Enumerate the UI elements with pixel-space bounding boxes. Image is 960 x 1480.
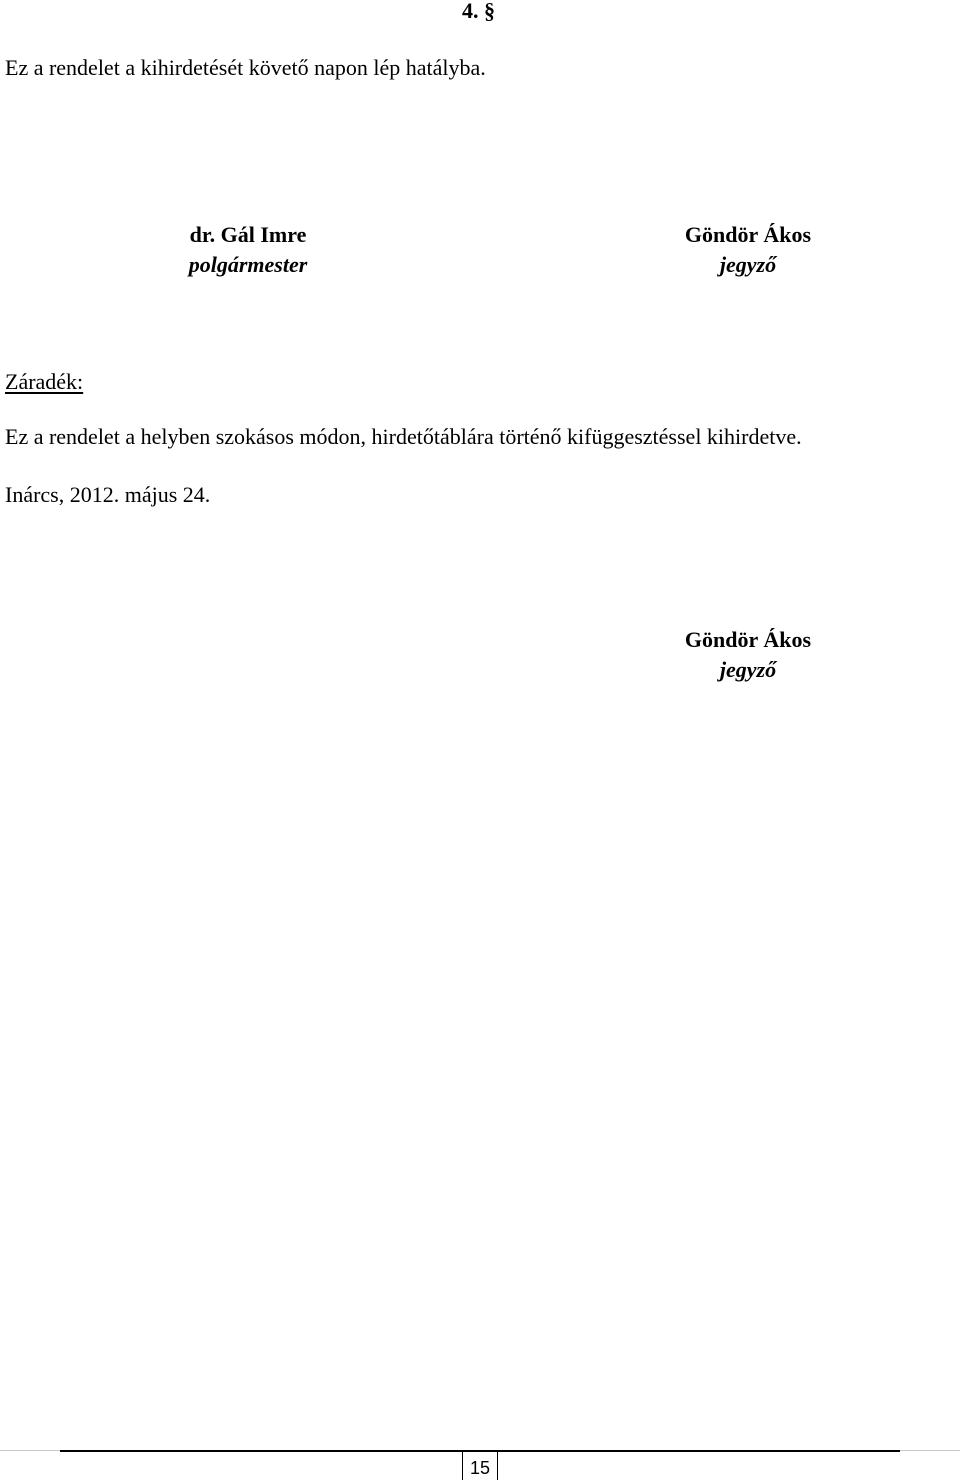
clause-signatory-name: Göndör Ákos bbox=[684, 627, 812, 652]
place-date: Inárcs, 2012. május 24. bbox=[5, 482, 211, 507]
clerk-title: jegyző bbox=[719, 252, 777, 277]
clerk-signature bbox=[618, 220, 878, 280]
effect-paragraph: Ez a rendelet a kihirdetését követő napon lép hatályba. bbox=[5, 55, 486, 80]
mayor-signature bbox=[118, 220, 378, 280]
page-number: 15 bbox=[469, 1458, 491, 1478]
mayor-title: polgármester bbox=[188, 252, 308, 277]
clause-signature bbox=[618, 625, 878, 685]
mayor-name: dr. Gál Imre bbox=[189, 222, 307, 247]
clerk-name: Göndör Ákos bbox=[684, 222, 812, 247]
footer-rule bbox=[60, 1450, 900, 1452]
section-number: 4. § bbox=[462, 0, 495, 23]
clause-text: Ez a rendelet a helyben szokásos módon, hirdetőtáblára történő kifüggesztéssel kihirdetve. bbox=[5, 424, 802, 449]
clause-label: Záradék: bbox=[5, 369, 84, 394]
clause-signatory-title: jegyző bbox=[719, 657, 777, 682]
